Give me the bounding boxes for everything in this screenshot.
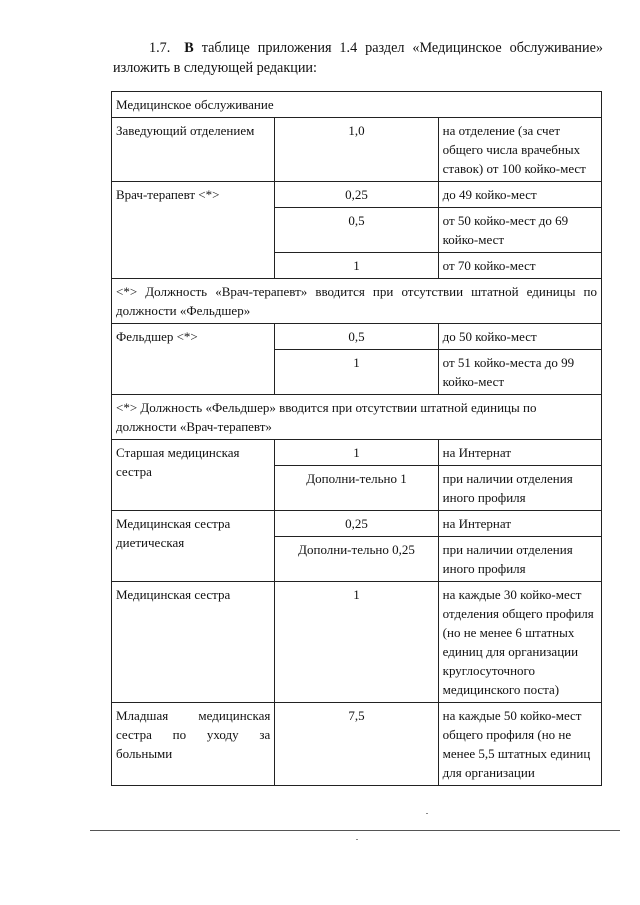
table-row (112, 511, 602, 537)
condition-cell: до 49 койко-мест (438, 182, 601, 208)
condition-cell: от 50 койко-мест до 69 койко-мест (438, 208, 601, 253)
table-section-row (112, 92, 602, 118)
position-cell: Врач-терапевт <*> (112, 182, 275, 279)
page-divider-line (90, 830, 620, 831)
staffing-table (111, 91, 602, 786)
condition-cell: при наличии отделения иного профиля (438, 537, 601, 582)
condition-cell: до 50 койко-мест (438, 324, 601, 350)
condition-cell: на Интернат (438, 440, 601, 466)
section-header: Медицинское обслуживание (112, 92, 602, 118)
position-cell: Заведующий отделением (112, 118, 275, 182)
note-cell: <*> Должность «Фельдшер» вводится при отсутствии штатной единицы по должности «Врач-терапевт» (112, 395, 602, 440)
value-cell: 1 (275, 350, 438, 395)
condition-cell: при наличии отделения иного профиля (438, 466, 601, 511)
position-cell: Старшая медицинская сестра (112, 440, 275, 511)
clause-text: таблице приложения 1.4 раздел «Медицинское обслуживание» изложить в следующей редакции: (113, 40, 603, 76)
value-cell: 0,25 (275, 182, 438, 208)
table-row (112, 440, 602, 466)
value-cell: Дополни-тельно 0,25 (275, 537, 438, 582)
value-cell: 1 (275, 440, 438, 466)
condition-cell: на отделение (за счет общего числа врачебных ставок) от 100 койко-мест (438, 118, 601, 182)
intro-paragraph (113, 38, 603, 78)
condition-cell: на каждые 30 койко-мест отделения общего профиля (но не менее 6 штатных единиц для организации круглосуточного медицинского поста) (438, 582, 601, 703)
value-cell: 0,5 (275, 324, 438, 350)
position-cell: Младшая медицинская сестра по уходу за больными (112, 703, 275, 786)
value-cell: 1 (275, 253, 438, 279)
value-cell: 0,25 (275, 511, 438, 537)
condition-cell: на каждые 50 койко-мест общего профиля (но не менее 5,5 штатных единиц для организации (438, 703, 601, 786)
scan-speck (426, 813, 428, 814)
value-cell: 1 (275, 582, 438, 703)
value-cell: 7,5 (275, 703, 438, 786)
table-note-row (112, 395, 602, 440)
table-row (112, 582, 602, 703)
note-cell: <*> Должность «Врач-терапевт» вводится при отсутствии штатной единицы по должности «Фельдшер» (112, 279, 602, 324)
scan-speck (356, 839, 358, 840)
table-row (112, 703, 602, 786)
condition-cell: от 70 койко-мест (438, 253, 601, 279)
position-cell: Медицинская сестра (112, 582, 275, 703)
value-cell: Дополни-тельно 1 (275, 466, 438, 511)
value-cell: 1,0 (275, 118, 438, 182)
table-row (112, 324, 602, 350)
table-row (112, 182, 602, 208)
condition-cell: на Интернат (438, 511, 601, 537)
position-cell: Фельдшер <*> (112, 324, 275, 395)
condition-cell: от 51 койко-места до 99 койко-мест (438, 350, 601, 395)
table-row (112, 118, 602, 182)
value-cell: 0,5 (275, 208, 438, 253)
clause-number: 1.7. (149, 40, 171, 56)
position-cell: Медицинская сестра диетическая (112, 511, 275, 582)
clause-lead: В (184, 40, 194, 56)
table-note-row (112, 279, 602, 324)
